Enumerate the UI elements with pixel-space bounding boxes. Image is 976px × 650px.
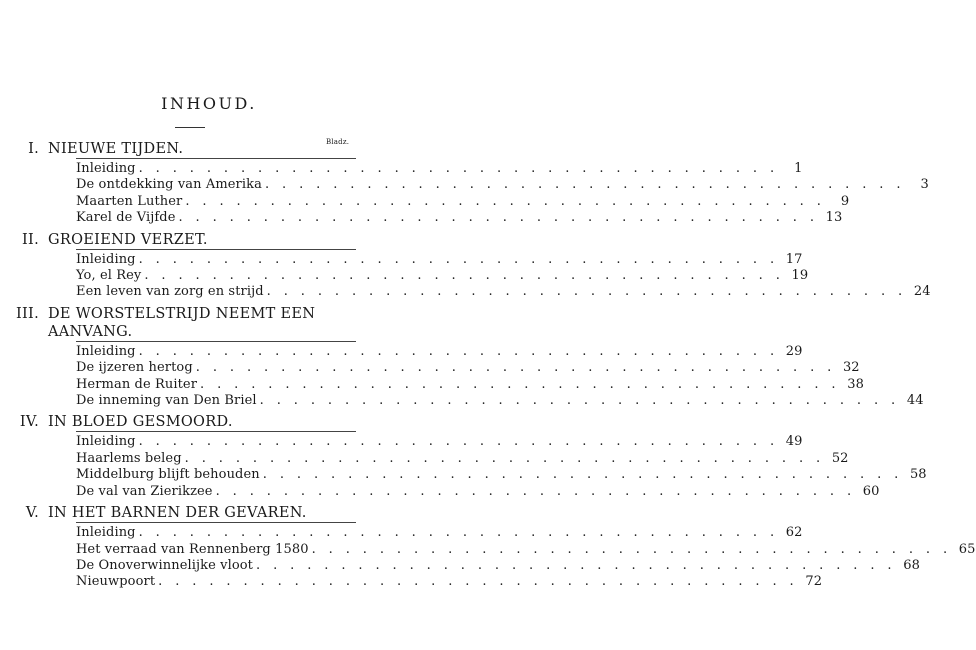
entry-label: Inleiding [76,434,136,450]
entry-list [0,343,924,410]
dot-leader: . . . . . . . . . . . . . . . . . . . . . . . . . . . . . . . . . . . . . . [256,557,896,573]
entry-page-number: 62 [785,525,803,541]
entry-page-number: 19 [791,268,809,284]
chapter-heading [0,140,418,158]
chapter-number: II. [22,231,39,248]
entry-page-number: 29 [785,343,803,359]
chapter-heading [0,231,418,249]
entry-label: Inleiding [76,161,136,176]
chapter-heading [0,305,418,341]
dot-leader: . . . . . . . . . . . . . . . . . . . . . . . . . . . . . . . . . . . . . . [138,525,779,541]
toc-entry [76,268,809,284]
entry-page-number: 24 [913,284,931,300]
entry-label: De ijzeren hertog [76,360,193,376]
page-column-label: Bladz. [326,138,350,146]
toc-entry [76,467,927,483]
entry-page-number: 44 [906,393,924,409]
chapter-5 [0,504,976,591]
chapter-number: III. [16,305,39,322]
dot-leader: . . . . . . . . . . . . . . . . . . . . . . . . . . . . . . . . . . . . . . [138,434,779,450]
table-of-contents [0,140,976,591]
entry-label: Haarlems beleg [76,450,182,466]
entry-label: Inleiding [76,251,136,267]
chapter-number: V. [25,505,39,522]
chapter-3 [0,305,924,410]
entry-label: Yo, el Rey [76,268,142,284]
entry-label: De Onoverwinnelijke vloot [76,557,254,573]
chapter-number: I. [28,141,39,157]
toc-entry [76,284,931,300]
toc-entry [76,376,864,393]
dot-leader: . . . . . . . . . . . . . . . . . . . . . . . . . . . . . . . . . . . . . . [144,268,785,284]
entry-label: Inleiding [76,525,136,541]
toc-entry [76,525,803,541]
chapter-title: GROEIEND VERZET. [48,231,208,248]
entry-page-number: 17 [785,251,803,267]
dot-leader: . . . . . . . . . . . . . . . . . . . . . . . . . . . . . . . . . . . . . . [259,393,900,409]
entry-label: Nieuwpoort [76,574,156,590]
entry-list [0,251,931,301]
dot-leader: . . . . . . . . . . . . . . . . . . . . . . . . . . . . . . . . . . . . . . [262,467,903,483]
entry-page-number: 1 [794,161,803,176]
entry-label: De val van Zierikzee [76,483,213,499]
chapter-1 [0,140,929,227]
title-divider [175,127,205,128]
toc-entry [76,360,860,376]
entry-page-number: 65 [958,541,976,557]
entry-label: Een leven van zorg en strijd [76,284,264,300]
entry-label: Middelburg blijft behouden [76,467,260,483]
dot-leader: . . . . . . . . . . . . . . . . . . . . . . . . . . . . . . . . . . . . . . [178,210,819,226]
entry-label: Maarten Luther [76,193,183,209]
chapter-rule [76,249,356,250]
entry-page-number: 9 [840,193,850,209]
toc-entry [76,541,976,558]
entry-page-number: 72 [805,574,823,590]
chapter-rule [76,522,356,523]
chapter-4 [0,413,927,500]
entry-page-number: 38 [847,376,864,392]
entry-label: Herman de Ruiter [76,376,198,392]
dot-leader: . . . . . . . . . . . . . . . . . . . . . . . . . . . . . . . . . . . . . . [215,483,856,499]
dot-leader: . . . . . . . . . . . . . . . . . . . . . . . . . . . . . . . . . . . . . . [266,284,907,300]
toc-entry [76,251,803,268]
toc-entry [76,434,803,450]
entry-label: Inleiding [76,343,136,359]
dot-leader: . . . . . . . . . . . . . . . . . . . . . . . . . . . . . . . . . . . . . . [138,161,779,176]
entry-list [0,525,976,591]
dot-leader: . . . . . . . . . . . . . . . . . . . . . . . . . . . . . . . . . . . . . . [200,376,840,392]
dot-leader: . . . . . . . . . . . . . . . . . . . . . . . . . . . . . . . . . . . . . . [195,360,836,376]
chapter-rule [76,158,356,159]
entry-page-number: 58 [909,467,927,483]
toc-entry [76,161,803,177]
toc-entry [76,483,880,500]
entry-page-number: 52 [831,450,849,466]
dot-leader: . . . . . . . . . . . . . . . . . . . . . . . . . . . . . . . . . . . . . . [138,251,779,267]
entry-label: De ontdekking van Amerika [76,177,262,193]
entry-page-number: 68 [903,557,920,573]
entry-page-number: 13 [825,210,843,226]
dot-leader: . . . . . . . . . . . . . . . . . . . . . . . . . . . . . . . . . . . . . . [264,177,905,193]
entry-label: Karel de Vijfde [76,210,176,226]
toc-entry [76,210,843,226]
entry-page-number: 32 [842,360,860,376]
dot-leader: . . . . . . . . . . . . . . . . . . . . . . . . . . . . . . . . . . . . . . [184,450,825,466]
entry-list [0,161,929,227]
chapter-title: IN HET BARNEN DER GEVAREN. [48,505,307,522]
dot-leader: . . . . . . . . . . . . . . . . . . . . . . . . . . . . . . . . . . . . . . [185,193,826,209]
chapter-heading [0,413,418,431]
chapter-title: NIEUWE TIJDEN. [48,141,184,157]
dot-leader: . . . . . . . . . . . . . . . . . . . . . . . . . . . . . . . . . . . . . . [138,343,779,359]
entry-list [0,434,927,500]
page-title: INHOUD. [161,94,257,113]
toc-entry [76,574,823,590]
chapter-number: IV. [19,414,39,431]
toc-entry [76,343,803,360]
chapter-title: DE WORSTELSTRIJD NEEMT EEN AANVANG. [48,305,316,340]
dot-leader: . . . . . . . . . . . . . . . . . . . . . . . . . . . . . . . . . . . . . . [158,574,799,590]
chapter-title: IN BLOED GESMOORD. [48,414,233,431]
chapter-rule [76,431,356,432]
toc-entry [76,177,929,193]
chapter-heading [0,504,418,522]
toc-entry [76,193,850,210]
chapter-2 [0,231,931,301]
chapter-rule [76,341,356,342]
entry-page-number: 49 [785,434,803,450]
toc-entry [76,557,920,574]
toc-entry [76,450,849,467]
dot-leader: . . . . . . . . . . . . . . . . . . . . . . . . . . . . . . . . . . . . . . [311,541,952,557]
entry-page-number: 3 [920,177,929,193]
entry-page-number: 60 [862,483,880,499]
entry-label: Het verraad van Rennenberg 1580 [76,541,309,557]
toc-entry [76,393,924,409]
entry-label: De inneming van Den Briel [76,393,257,409]
